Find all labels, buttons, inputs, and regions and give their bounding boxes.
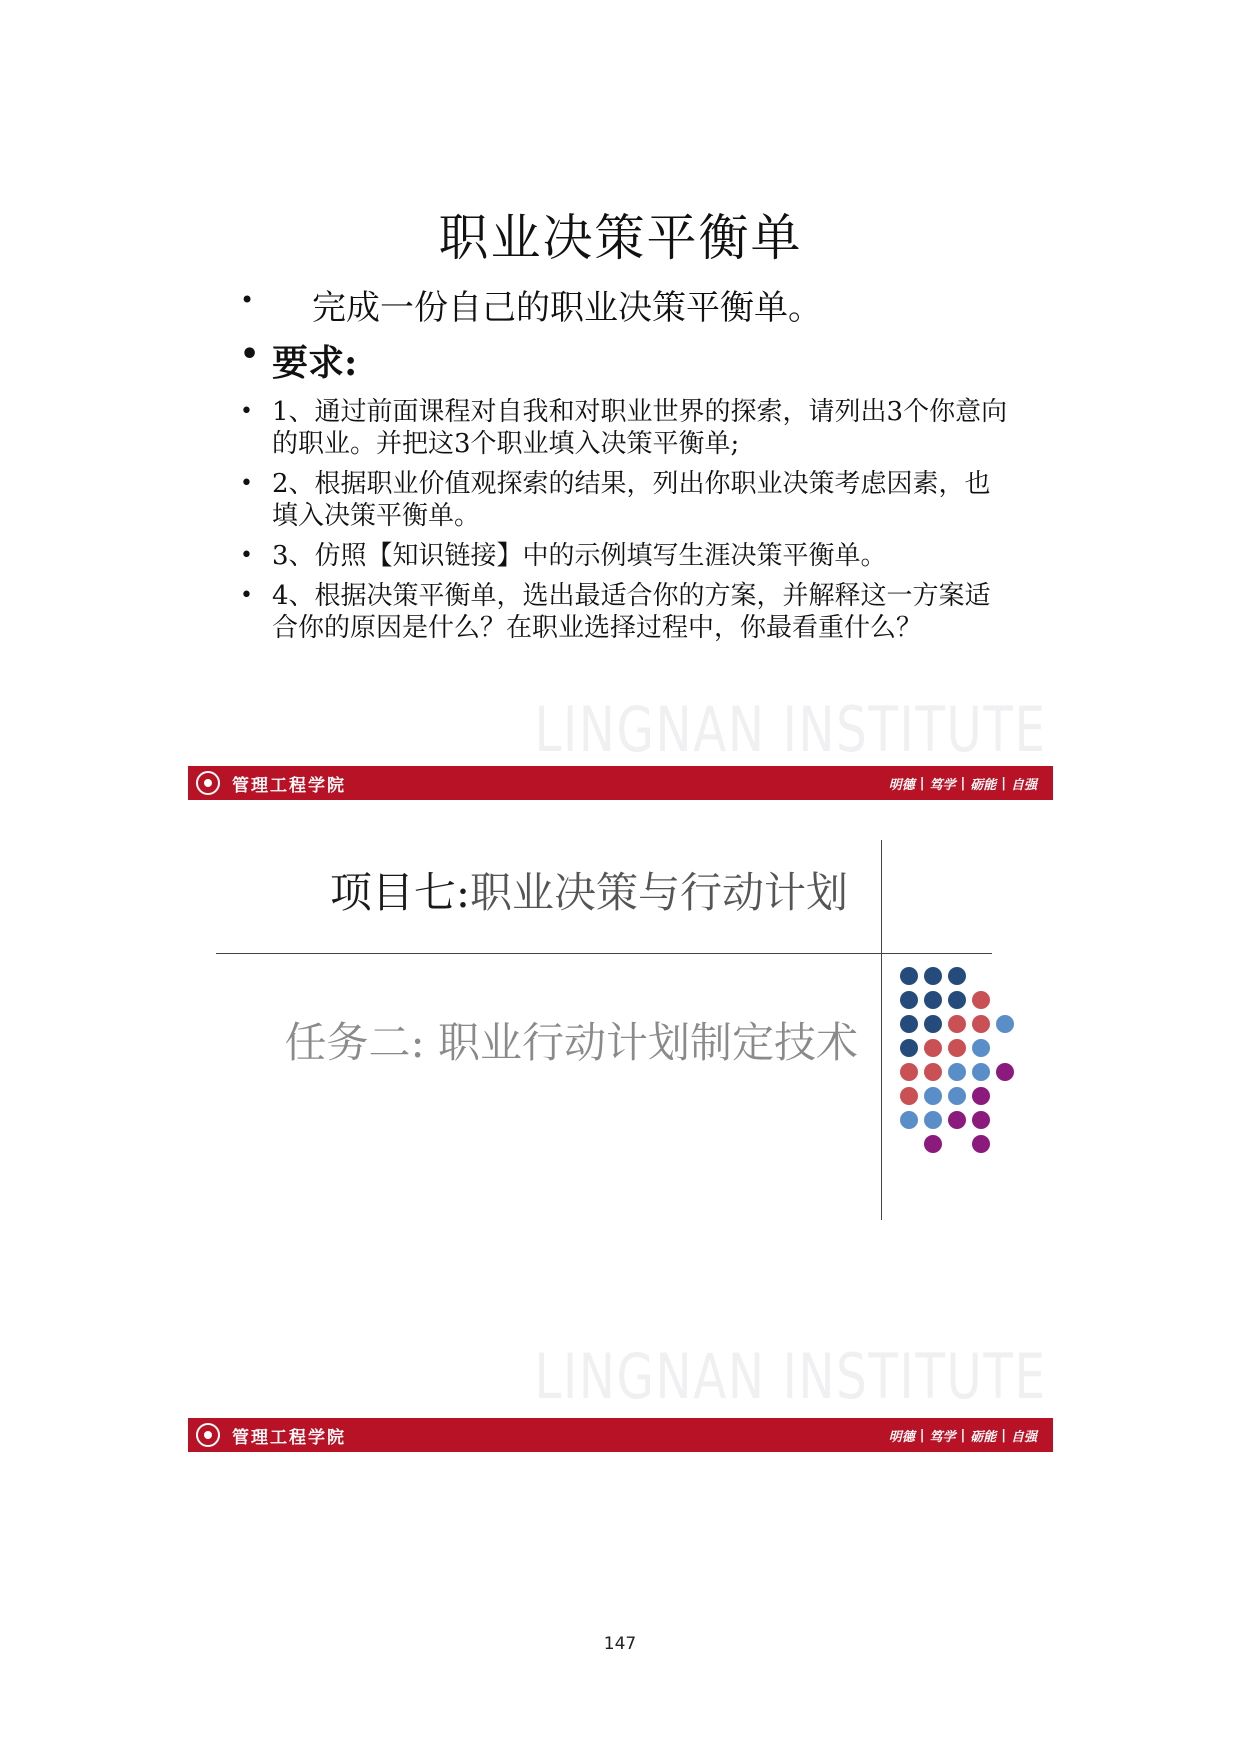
college-emblem-icon [196,771,220,795]
motto-word: 砺能 [970,777,997,793]
slide-title: 职业决策平衡单 [438,209,803,267]
requirement-item: • 2、根据职业价值观探索的结果，列出你职业决策考虑因素，也填入决策平衡单。 [240,468,1013,532]
decorative-dot [948,967,966,985]
decorative-dot [924,1063,942,1081]
decorative-dot [900,1087,918,1105]
motto-separator: | [919,1427,925,1443]
decorative-dot [924,991,942,1009]
page-number: 147 [603,1634,637,1654]
decorative-dot [948,1015,966,1033]
project-title-main: 职业决策与行动计划 [469,868,848,917]
project-title [330,860,848,920]
decorative-dot [948,1111,966,1129]
motto-word: 自强 [1010,1429,1037,1445]
motto-word: 砺能 [970,1429,997,1445]
motto-separator: | [919,775,925,791]
decorative-dot [900,991,918,1009]
decorative-dot [900,967,918,985]
watermark: LINGNAN INSTITUTE [534,693,1047,766]
decorative-dot [996,1015,1014,1033]
decorative-dot [924,1111,942,1129]
slide-project-seven [188,840,1053,1452]
college-emblem-icon [196,1423,220,1447]
motto-separator: | [1001,775,1006,791]
requirement-item: • 1、通过前面课程对自我和对职业世界的探索，请列出3个你意向的职业。并把这3个职业填入决策平衡单; [240,396,1013,460]
slide-decision-balance-sheet [188,188,1053,800]
motto-separator: | [960,775,966,791]
motto-word: 笃学 [929,1429,956,1445]
decorative-dot [924,1135,942,1153]
bullet-intro: • 完成一份自己的职业决策平衡单。 [240,280,1013,329]
decorative-dot [924,1039,942,1057]
motto-word: 自强 [1010,777,1037,793]
motto-separator: | [960,1427,966,1443]
bullet-list [240,280,1013,652]
decorative-dot [924,1087,942,1105]
decorative-dot [948,1039,966,1057]
decorative-dot [972,1087,990,1105]
motto [889,774,1053,793]
project-title-prefix: 项目七: [329,868,470,917]
motto-separator: | [1001,1427,1006,1443]
college-name: 管理工程学院 [232,775,346,796]
college-name: 管理工程学院 [232,1427,346,1448]
decorative-dot [948,1063,966,1081]
decorative-dot [924,1015,942,1033]
motto-word: 笃学 [929,777,956,793]
slide-footer [188,1418,1053,1452]
horizontal-divider [216,953,992,954]
watermark: LINGNAN INSTITUTE [534,1340,1047,1413]
vertical-divider [881,840,882,1220]
decorative-dot [972,1015,990,1033]
decorative-dot [972,991,990,1009]
decorative-dot [900,1039,918,1057]
decorative-dot [900,1111,918,1129]
decorative-dot [996,1063,1014,1081]
motto-word: 明德 [888,1429,915,1445]
decorative-dot [972,1135,990,1153]
requirement-item: • 4、根据决策平衡单，选出最适合你的方案，并解释这一方案适合你的原因是什么？在职业选择过程中，你最看重什么？ [240,580,1013,644]
requirement-item: • 3、仿照【知识链接】中的示例填写生涯决策平衡单。 [240,540,1013,572]
decorative-dot [900,1015,918,1033]
task-subtitle: 任务二: 职业行动计划制定技术 [284,1018,858,1067]
decorative-dot [924,967,942,985]
slide-footer [188,766,1053,800]
decorative-dot [900,1063,918,1081]
decorative-dot [972,1039,990,1057]
bullet-requirements-heading: • 要求: [240,335,1013,386]
decorative-dot [948,1087,966,1105]
motto [889,1426,1053,1445]
decorative-dot-grid [900,967,1020,1167]
decorative-dot [972,1063,990,1081]
motto-word: 明德 [888,777,915,793]
decorative-dot [972,1111,990,1129]
decorative-dot [948,991,966,1009]
